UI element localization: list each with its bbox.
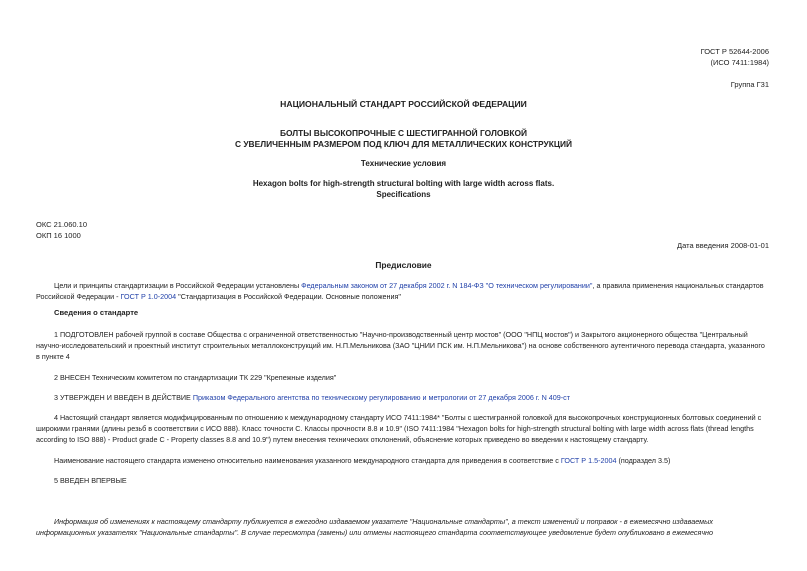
- agency-order-link[interactable]: Приказом Федерального агентства по техническому регулированию и метрологии от 27 декабря 2006 г. N 409-ст: [192, 393, 571, 402]
- english-title-line2: Specifications: [376, 190, 431, 199]
- about-item-4-line: according to ISO 888) - Product grade C - Property classes 8.8 and 10.9") путем внесения технических отклонений, объяснение которых приведено во введении к настоящему стандарту.: [36, 435, 649, 444]
- group-label: Группа Г31: [730, 80, 769, 89]
- preface-text: "Стандартизация в Российской Федерации. Основные положения": [176, 292, 401, 301]
- about-item-1-line: в пункте 4: [36, 352, 70, 361]
- info-line: информационных указателях "Национальные стандарты". В случае пересмотра (замены) или отмены настоящего стандарта соответствующее уведомление будет опубликовано в ежемесячно: [36, 528, 713, 537]
- document-title-line1: БОЛТЫ ВЫСОКОПРОЧНЫЕ С ШЕСТИГРАННОЙ ГОЛОВКОЙ: [279, 128, 528, 138]
- english-title-line1: Hexagon bolts for high-strength structural bolting with large width across flats.: [252, 179, 555, 188]
- naming-text: Наименование настоящего стандарта изменено относительно наименования указанного международного стандарта для приведения в соответствие с: [54, 456, 561, 465]
- preface-heading: Предисловие: [375, 260, 432, 270]
- info-paragraph: [36, 516, 770, 538]
- about-item-1-line: научно-исследовательский и проектный институт строительных металлоконструкций им. Н.П.Мельникова (ЗАО "ЦНИИ ПСК им. Н.П.Мельникова") на основе собственного аутентичного перевода стандарта, указанного: [36, 341, 765, 350]
- gost-r-1-0-link[interactable]: ГОСТ Р 1.0-2004: [120, 292, 177, 301]
- federal-law-link[interactable]: Федеральным законом от 27 декабря 2002 г. N 184-ФЗ "О техническом регулировании": [301, 281, 593, 290]
- oks-code: ОКС 21.060.10: [36, 220, 87, 229]
- preface-text: Российской Федерации -: [36, 292, 121, 301]
- intro-date: Дата введения 2008-01-01: [677, 241, 769, 250]
- info-line: Информация об изменениях к настоящему стандарту публикуется в ежегодно издаваемом указателе "Национальные стандарты", а текст изменений и поправок - в ежемесячно издаваемых: [54, 517, 713, 526]
- about-item-4: [36, 412, 770, 445]
- naming-note: [36, 455, 770, 466]
- iso-code: (ИСО 7411:1984): [710, 58, 769, 67]
- preface-paragraph: [36, 280, 770, 302]
- document-subtitle: Технические условия: [360, 159, 447, 168]
- naming-text: (подраздел 3.5): [616, 456, 671, 465]
- national-standard-heading: НАЦИОНАЛЬНЫЙ СТАНДАРТ РОССИЙСКОЙ ФЕДЕРАЦИИ: [280, 99, 527, 109]
- about-item-2: 2 ВНЕСЕН Техническим комитетом по стандартизации ТК 229 "Крепежные изделия": [54, 373, 337, 382]
- okp-code: ОКП 16 1000: [36, 231, 81, 240]
- preface-text: Цели и принципы стандартизации в Российской Федерации установлены: [54, 281, 302, 290]
- about-item-3: [36, 392, 770, 403]
- about-item-5: 5 ВВЕДЕН ВПЕРВЫЕ: [54, 476, 127, 485]
- preface-text: , а правила применения национальных стандартов: [592, 281, 764, 290]
- about-standard-heading: Сведения о стандарте: [54, 308, 139, 317]
- about-item-3-text: 3 УТВЕРЖДЕН И ВВЕДЕН В ДЕЙСТВИЕ: [54, 393, 193, 402]
- document-title-line2: С УВЕЛИЧЕННЫМ РАЗМЕРОМ ПОД КЛЮЧ ДЛЯ МЕТАЛЛИЧЕСКИХ КОНСТРУКЦИЙ: [234, 139, 573, 149]
- about-item-1-line: 1 ПОДГОТОВЛЕН рабочей группой в составе Общества с ограниченной ответственностью "Научно-производственный центр мостов" (ООО "НПЦ мостов") и Закрытого акционерного общества "Центральный: [54, 330, 748, 339]
- gost-code: ГОСТ Р 52644-2006: [700, 47, 769, 56]
- about-item-1: [36, 329, 770, 362]
- gost-r-1-5-link[interactable]: ГОСТ Р 1.5-2004: [560, 456, 617, 465]
- about-item-4-line: 4 Настоящий стандарт является модифицированным по отношению к международному стандарту ИСО 7411:1984* "Болты с шестигранной головкой для высокопрочных конструкционных болтовых соединений с: [54, 413, 762, 422]
- about-item-4-line: широкими гранями (длины резьб в соответствии с ИСО 888). Класс точности С. Классы прочности 8.8 и 10.9" (ISO 7411:1984 "Hexagon bolts for high-strength structural bolting with large width across flats (thread lengths: [36, 424, 754, 433]
